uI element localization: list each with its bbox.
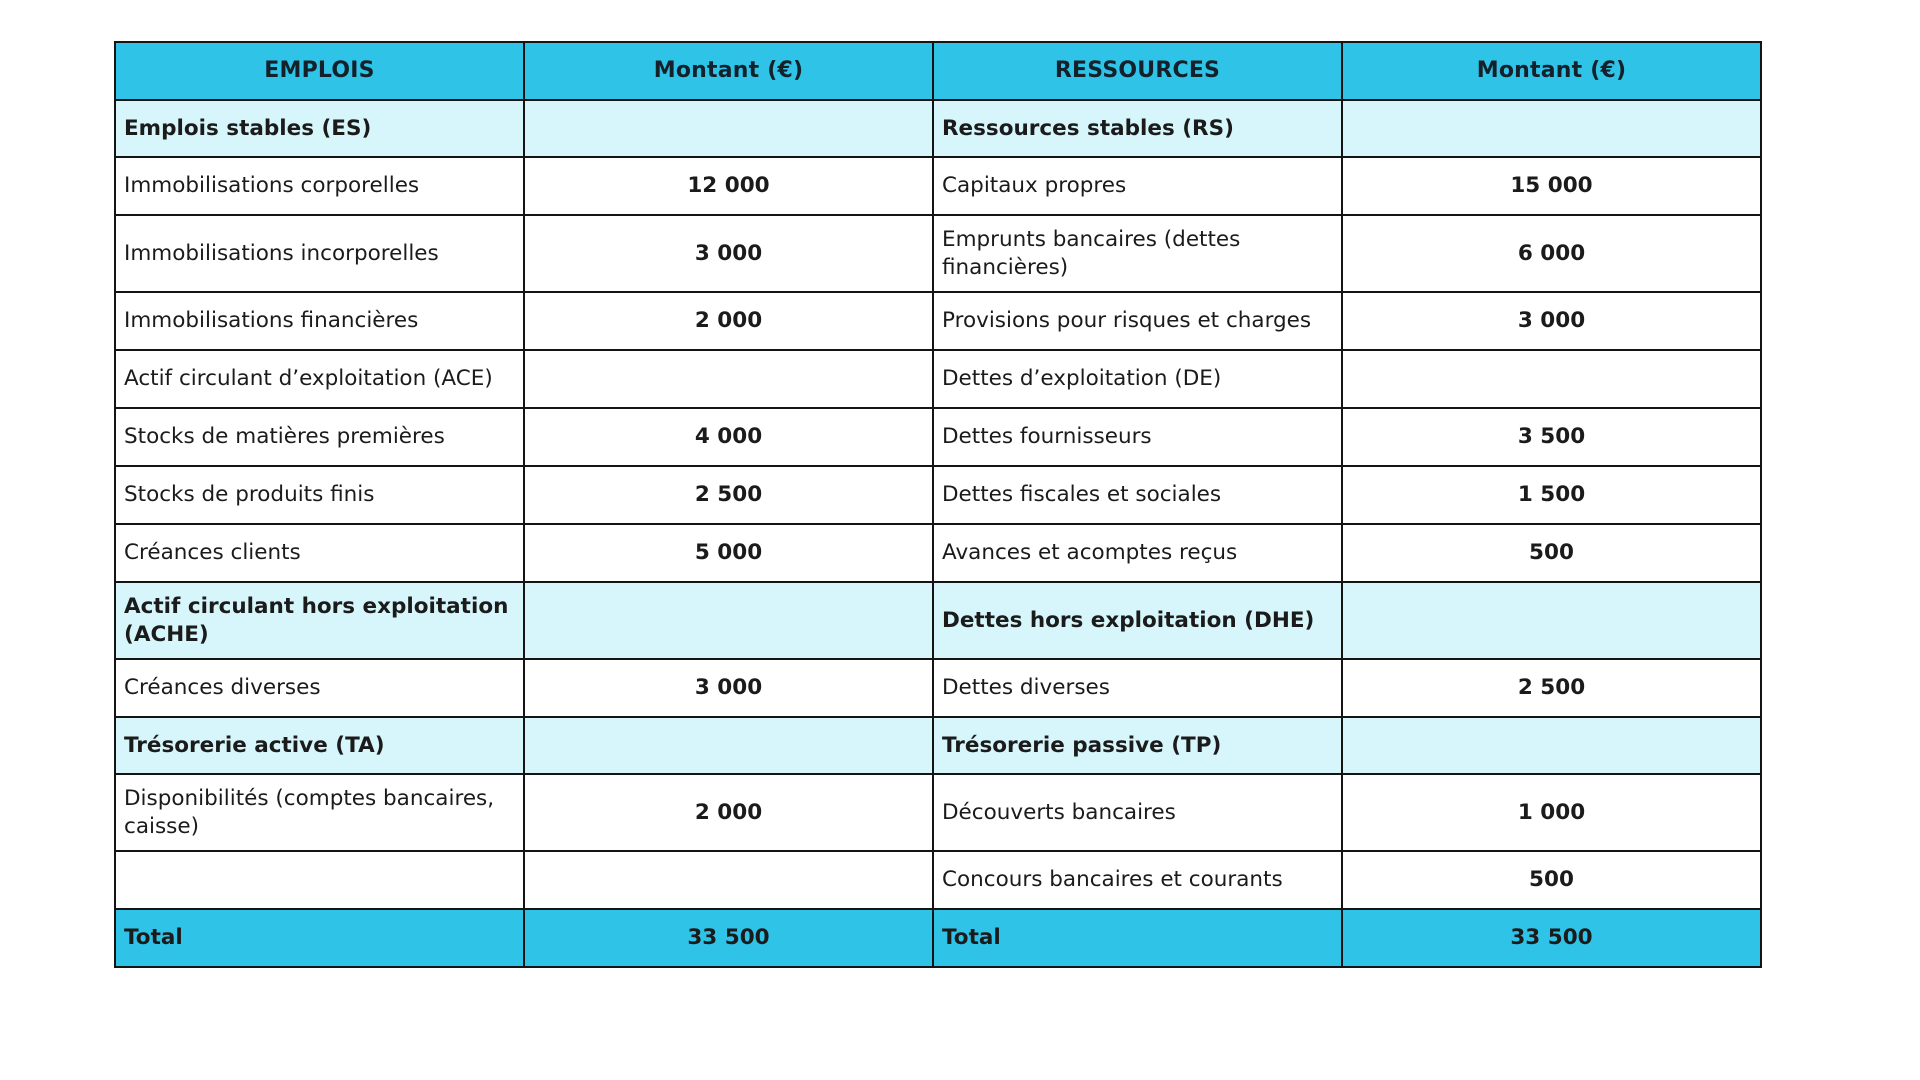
- cell-amount-montant_rd: [1342, 100, 1761, 157]
- cell-label-ressources: Dettes fournisseurs: [933, 408, 1342, 466]
- cell-amount-montant_rd: 1 000: [1342, 774, 1761, 851]
- cell-label-emplois: Immobilisations corporelles: [115, 157, 524, 215]
- cell-label-emplois: [115, 851, 524, 909]
- cell-label-emplois: Actif circulant d’exploitation (ACE): [115, 350, 524, 408]
- cell-label-ressources: Dettes d’exploitation (DE): [933, 350, 1342, 408]
- cell-label-ressources: Provisions pour risques et charges: [933, 292, 1342, 350]
- table-body: [115, 100, 1761, 967]
- table-row: [115, 157, 1761, 215]
- table-section-row: [115, 717, 1761, 774]
- cell-amount-montant_rd: 1 500: [1342, 466, 1761, 524]
- cell-amount-montant_ed: [524, 350, 933, 408]
- cell-label-emplois: Stocks de produits finis: [115, 466, 524, 524]
- table-section-row: [115, 100, 1761, 157]
- cell-amount-montant_rd: [1342, 717, 1761, 774]
- cell-amount-montant_rd: [1342, 350, 1761, 408]
- table-row: [115, 292, 1761, 350]
- cell-label-ressources: Emprunts bancaires (dettes financières): [933, 215, 1342, 292]
- balance-sheet-container: [114, 41, 1760, 968]
- table-row: [115, 851, 1761, 909]
- cell-amount-montant_rd: 3 000: [1342, 292, 1761, 350]
- cell-label-ressources: Total: [933, 909, 1342, 967]
- cell-label-emplois: Trésorerie active (TA): [115, 717, 524, 774]
- cell-amount-montant_rd: 15 000: [1342, 157, 1761, 215]
- cell-label-emplois: Immobilisations incorporelles: [115, 215, 524, 292]
- cell-label-ressources: Dettes diverses: [933, 659, 1342, 717]
- cell-amount-montant_rd: 33 500: [1342, 909, 1761, 967]
- cell-amount-montant_rd: 3 500: [1342, 408, 1761, 466]
- cell-label-emplois: Disponibilités (comptes bancaires, caisse): [115, 774, 524, 851]
- cell-amount-montant_ed: 5 000: [524, 524, 933, 582]
- cell-label-emplois: Créances clients: [115, 524, 524, 582]
- cell-amount-montant_ed: 33 500: [524, 909, 933, 967]
- cell-label-emplois: Immobilisations financières: [115, 292, 524, 350]
- table-header-row: [115, 42, 1761, 100]
- column-header-emplois: EMPLOIS: [115, 42, 524, 100]
- cell-amount-montant_ed: 4 000: [524, 408, 933, 466]
- cell-label-ressources: Dettes hors exploitation (DHE): [933, 582, 1342, 659]
- cell-label-emplois: Créances diverses: [115, 659, 524, 717]
- cell-amount-montant_ed: [524, 100, 933, 157]
- column-header-montant-emplois: Montant (€): [524, 42, 933, 100]
- table-row: [115, 215, 1761, 292]
- cell-amount-montant_rd: 500: [1342, 851, 1761, 909]
- table-row: [115, 524, 1761, 582]
- cell-amount-montant_ed: [524, 851, 933, 909]
- cell-amount-montant_rd: 6 000: [1342, 215, 1761, 292]
- cell-label-ressources: Dettes fiscales et sociales: [933, 466, 1342, 524]
- cell-label-emplois: Stocks de matières premières: [115, 408, 524, 466]
- cell-amount-montant_ed: 12 000: [524, 157, 933, 215]
- cell-label-emplois: Actif circulant hors exploitation (ACHE): [115, 582, 524, 659]
- cell-label-ressources: Capitaux propres: [933, 157, 1342, 215]
- cell-label-ressources: Avances et acomptes reçus: [933, 524, 1342, 582]
- cell-label-ressources: Trésorerie passive (TP): [933, 717, 1342, 774]
- column-header-ressources: RESSOURCES: [933, 42, 1342, 100]
- cell-amount-montant_rd: [1342, 582, 1761, 659]
- table-total-row: [115, 909, 1761, 967]
- table-row: [115, 659, 1761, 717]
- cell-amount-montant_ed: 2 500: [524, 466, 933, 524]
- cell-label-ressources: Découverts bancaires: [933, 774, 1342, 851]
- column-header-montant-ressources: Montant (€): [1342, 42, 1761, 100]
- cell-amount-montant_rd: 2 500: [1342, 659, 1761, 717]
- cell-label-emplois: Total: [115, 909, 524, 967]
- cell-amount-montant_rd: 500: [1342, 524, 1761, 582]
- cell-amount-montant_ed: 3 000: [524, 659, 933, 717]
- cell-label-ressources: Ressources stables (RS): [933, 100, 1342, 157]
- cell-amount-montant_ed: [524, 717, 933, 774]
- table-row: [115, 774, 1761, 851]
- cell-label-emplois: Emplois stables (ES): [115, 100, 524, 157]
- functional-balance-sheet-table: [114, 41, 1762, 968]
- cell-amount-montant_ed: 2 000: [524, 774, 933, 851]
- table-section-row: [115, 582, 1761, 659]
- table-row: [115, 408, 1761, 466]
- cell-amount-montant_ed: [524, 582, 933, 659]
- cell-label-ressources: Concours bancaires et courants: [933, 851, 1342, 909]
- table-row: [115, 466, 1761, 524]
- table-header: [115, 42, 1761, 100]
- cell-amount-montant_ed: 2 000: [524, 292, 933, 350]
- table-row: [115, 350, 1761, 408]
- cell-amount-montant_ed: 3 000: [524, 215, 933, 292]
